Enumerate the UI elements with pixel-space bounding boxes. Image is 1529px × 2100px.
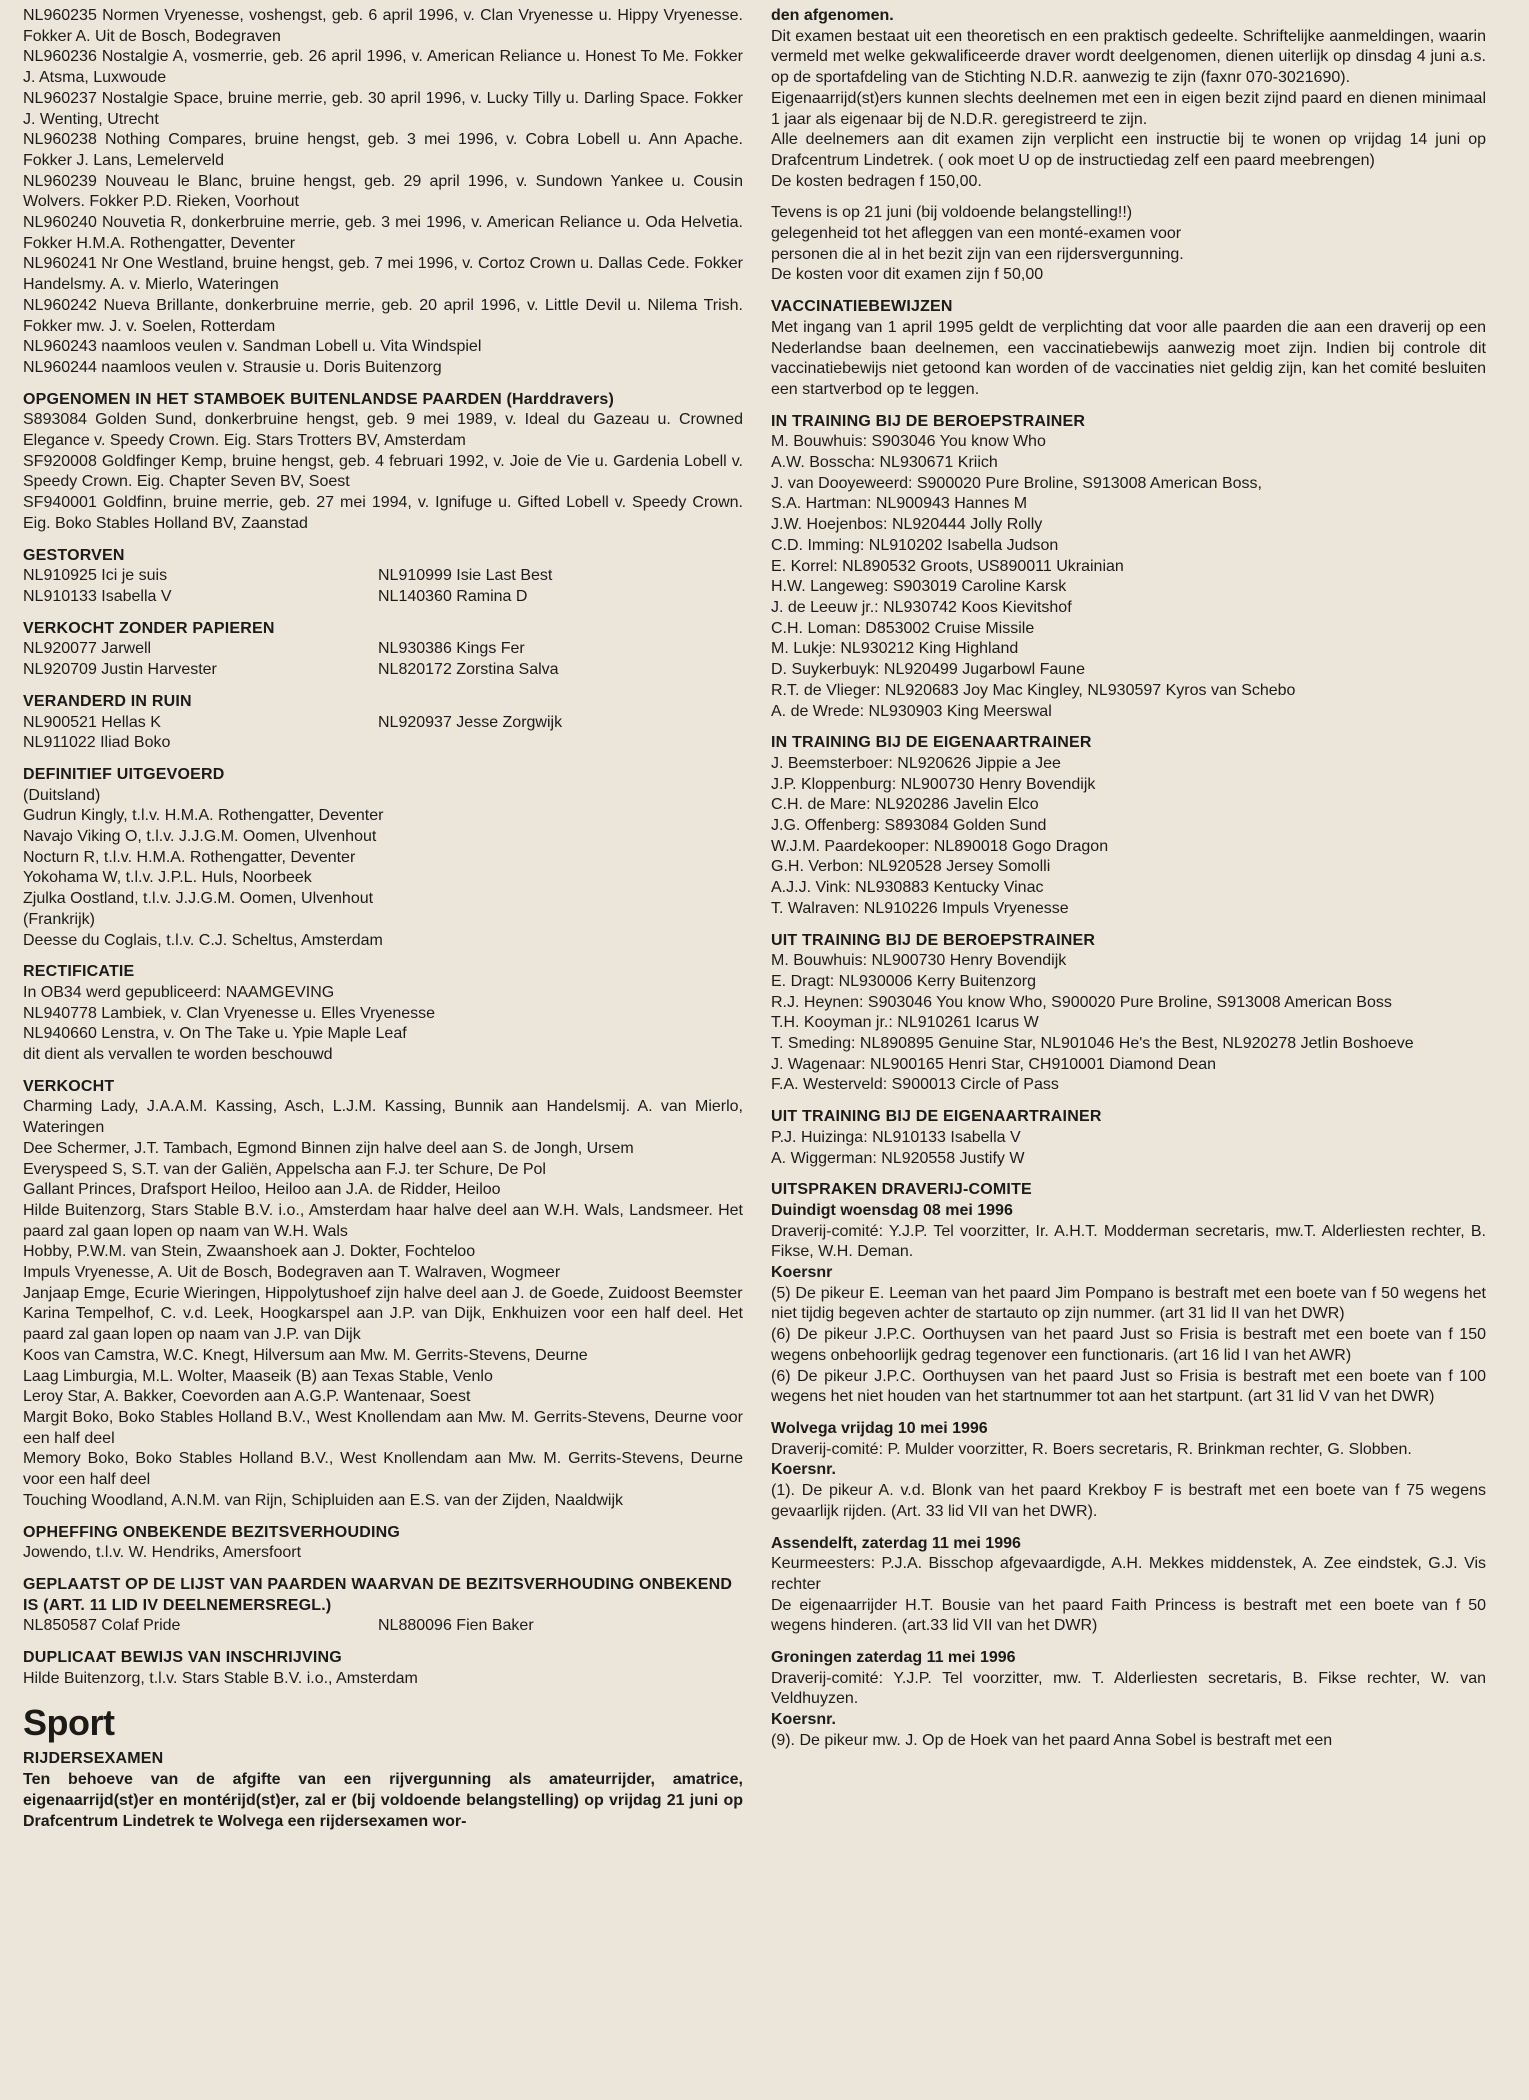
list-item: NL910925 Ici je suis bbox=[23, 567, 168, 585]
paragraph: Tevens is op 21 juni (bij voldoende belangstelling!!) bbox=[771, 204, 1133, 222]
paragraph: Draverij-comité: Y.J.P. Tel voorzitter, mw. T. Alderliesten secretaris, B. Fikse rechter, W. van Veldhuyzen. bbox=[771, 1669, 1486, 1708]
list-item: Janjaap Emge, Ecurie Wieringen, Hippolytushoef zijn halve deel aan J. de Goede, Zuidoost Beemster bbox=[23, 1284, 743, 1302]
event-title: Wolvega vrijdag 10 mei 1996 bbox=[771, 1420, 988, 1437]
list-item: Everyspeed S, S.T. van der Galiën, Appelscha aan F.J. ter Schure, De Pol bbox=[23, 1160, 546, 1178]
list-item: NL820172 Zorstina Salva bbox=[378, 661, 559, 679]
gestorven-list bbox=[23, 566, 743, 607]
section-heading-stamboek: OPGENOMEN IN HET STAMBOEK BUITENLANDSE PAARDEN (Harddravers) bbox=[23, 390, 615, 408]
list-item: Charming Lady, J.A.A.M. Kassing, Asch, L.J.M. Kassing, Bunnik aan Handelsmij. A. van Mierlo, Wateringen bbox=[23, 1098, 743, 1137]
list-item: S.A. Hartman: NL900943 Hannes M bbox=[771, 495, 1028, 513]
paragraph: Eigenaarrijd(st)ers kunnen slechts deelnemen met een in eigen bezit zijnd paard en dienen minimaal 1 jaar als eigenaar bij de N.D.R. geregistreerd te zijn. bbox=[771, 89, 1486, 128]
section-heading-uitgevoerd: DEFINITIEF UITGEVOERD bbox=[23, 765, 225, 783]
list-item: G.H. Verbon: NL920528 Jersey Somolli bbox=[771, 858, 1051, 876]
paragraph: De kosten voor dit examen zijn f 50,00 bbox=[771, 266, 1044, 284]
list-item: Nocturn R, t.l.v. H.M.A. Rothengatter, Deventer bbox=[23, 848, 356, 866]
list-item: W.J.M. Paardekooper: NL890018 Gogo Dragon bbox=[771, 837, 1109, 855]
list-item: NL960240 Nouvetia R, donkerbruine merrie, geb. 3 mei 1996, v. American Reliance u. Oda Helvetia. Fokker H.M.A. Rothengatter, Deventer bbox=[23, 214, 743, 252]
registrations-list bbox=[23, 6, 743, 379]
list-item: A.J.J. Vink: NL930883 Kentucky Vinac bbox=[771, 879, 1044, 897]
list-item: J.W. Hoejenbos: NL920444 Jolly Rolly bbox=[771, 516, 1043, 534]
list-item: R.T. de Vlieger: NL920683 Joy Mac Kingley, NL930597 Kyros van Schebo bbox=[771, 681, 1296, 699]
paragraph: Keurmeesters: P.J.A. Bisschop afgevaardigde, A.H. Mekkes middenstek, A. Zee eindstek, G.J. Vis rechter bbox=[771, 1555, 1486, 1593]
list-item: Hilde Buitenzorg, Stars Stable B.V. i.o., Amsterdam haar halve deel aan W.H. Wals, Landsmeer. Het paard zal gaan lopen op naam van W.H. Wals bbox=[23, 1201, 743, 1240]
section-heading-geplaatst: GEPLAATST OP DE LIJST VAN PAARDEN WAARVAN DE BEZITSVERHOUDING ONBEKEND IS (ART. 11 LID IV DEELNEMERSREGL.) bbox=[23, 1575, 733, 1614]
list-item: (1). De pikeur A. v.d. Blonk van het paard Krekboy F is bestraft met een boete van f 75 wegens gevaarlijk rijden. (Art. 33 lid VII van het DWR). bbox=[771, 1482, 1486, 1520]
paragraph: Draverij-comité: P. Mulder voorzitter, R. Boers secretaris, R. Brinkman rechter, G. Slobben. bbox=[771, 1440, 1412, 1458]
list-item: Karina Tempelhof, C. v.d. Leek, Hoogkarspel aan J.P. van Dijk, Enkhuizen voor een half deel. Het paard zal gaan lopen op naam van J.P. van Dijk bbox=[23, 1305, 743, 1344]
section-heading-rectificatie: RECTIFICATIE bbox=[23, 963, 135, 981]
list-item: A.W. Bosscha: NL930671 Kriich bbox=[771, 454, 998, 472]
list-item: C.H. de Mare: NL920286 Javelin Elco bbox=[771, 796, 1039, 814]
paragraph: personen die al in het bezit zijn van een rijdersvergunning. bbox=[771, 245, 1184, 263]
list-item: M. Bouwhuis: NL900730 Henry Bovendijk bbox=[771, 952, 1067, 970]
list-item: NL960238 Nothing Compares, bruine hengst, geb. 3 mei 1996, v. Cobra Lobell u. Ann Apache. Fokker J. Lans, Lemelerveld bbox=[23, 131, 743, 169]
list-item: Yokohama W, t.l.v. J.P.L. Huls, Noorbeek bbox=[23, 869, 312, 887]
list-item: P.J. Huizinga: NL910133 Isabella V bbox=[771, 1128, 1021, 1146]
section-heading-beroepstrainer: IN TRAINING BIJ DE BEROEPSTRAINER bbox=[771, 412, 1086, 430]
list-item: (5) De pikeur E. Leeman van het paard Jim Pompano is bestraft met een boete van f 50 wegens het niet tijdig begeven achter de startauto op zijn nummer. (art 31 lid II van het DWR) bbox=[771, 1284, 1486, 1323]
list-item: Hilde Buitenzorg, t.l.v. Stars Stable B.V. i.o., Amsterdam bbox=[23, 1669, 418, 1687]
list-item: NL930386 Kings Fer bbox=[378, 640, 525, 658]
list-item: NL940660 Lenstra, v. On The Take u. Ypie Maple Leaf bbox=[23, 1025, 407, 1043]
list-item: E. Korrel: NL890532 Groots, US890011 Ukrainian bbox=[771, 557, 1124, 575]
section-heading-uit-beroepstrainer: UIT TRAINING BIJ DE BEROEPSTRAINER bbox=[771, 931, 1096, 949]
ruin-list bbox=[23, 713, 743, 754]
list-item: Zjulka Oostland, t.l.v. J.J.G.M. Oomen, Ulvenhout bbox=[23, 890, 374, 908]
list-item: Touching Woodland, A.N.M. van Rijn, Schipluiden aan E.S. van der Zijden, Naaldwijk bbox=[23, 1491, 624, 1509]
paragraph: gelegenheid tot het afleggen van een monté-examen voor bbox=[771, 225, 1182, 243]
list-item: NL960235 Normen Vryenesse, voshengst, geb. 6 april 1996, v. Clan Vryenesse u. Hippy Vryenesse. Fokker A. Uit de Bosch, Bodegraven bbox=[23, 7, 743, 45]
koersnr-label: Koersnr. bbox=[771, 1461, 836, 1479]
right-column bbox=[771, 6, 1486, 1752]
list-item: Memory Boko, Boko Stables Holland B.V., West Knollendam aan Mw. M. Gerrits-Stevens, Deurne voor een half deel bbox=[23, 1450, 743, 1489]
paragraph: Dit examen bestaat uit een theoretisch en een praktisch gedeelte. Schriftelijke aanmeldingen, waarin vermeld met welke gekwalificeerde draver wordt deelgenomen, dienen uiterlijk op dinsdag 4 juni a.s. op de sportafdeling van de Stichting N.D.R. aanwezig te zijn (faxnr 070-3021690). bbox=[771, 27, 1486, 87]
list-item: T. Smeding: NL890895 Genuine Star, NL901046 He's the Best, NL920278 Jetlin Boshoeve bbox=[771, 1035, 1414, 1053]
paragraph: Draverij-comité: Y.J.P. Tel voorzitter, Ir. A.H.T. Modderman secretaris, mw.T. Alderliesten rechter, B. Fikse, W.H. Deman. bbox=[771, 1222, 1486, 1261]
list-item: NL960236 Nostalgie A, vosmerrie, geb. 26 april 1996, v. American Reliance u. Honest To Me. Fokker J. Atsma, Luxwoude bbox=[23, 48, 743, 87]
list-item: F.A. Westerveld: S900013 Circle of Pass bbox=[771, 1076, 1059, 1094]
list-item: NL960243 naamloos veulen v. Sandman Lobell u. Vita Windspiel bbox=[23, 338, 482, 356]
list-item: J. Beemsterboer: NL920626 Jippie a Jee bbox=[771, 754, 1061, 772]
event-title: Assendelft, zaterdag 11 mei 1996 bbox=[771, 1534, 1021, 1552]
list-item: J. de Leeuw jr.: NL930742 Koos Kievitshof bbox=[771, 598, 1072, 616]
list-item: M. Lukje: NL930212 King Highland bbox=[771, 640, 1019, 658]
list-item: SF920008 Goldfinger Kemp, bruine hengst, geb. 4 februari 1992, v. Joie de Vie u. Gardenia Lobell v. Speedy Crown. Eig. Chapter Seven BV, Soest bbox=[23, 452, 743, 491]
section-heading-gestorven: GESTORVEN bbox=[23, 546, 125, 564]
list-item: NL940778 Lambiek, v. Clan Vryenesse u. Elles Vryenesse bbox=[23, 1004, 436, 1022]
list-item: J.G. Offenberg: S893084 Golden Sund bbox=[771, 817, 1047, 835]
list-item: NL900521 Hellas K bbox=[23, 713, 161, 731]
list-item: Jowendo, t.l.v. W. Hendriks, Amersfoort bbox=[23, 1544, 302, 1562]
paragraph: Alle deelnemers aan dit examen zijn verplicht een instructie bij te wonen op vrijdag 14 juni op Drafcentrum Lindetrek. ( ook moet U op de instructiedag zelf een paard meebrengen) bbox=[771, 131, 1486, 169]
list-item: NL920077 Jarwell bbox=[23, 640, 152, 658]
list-item: S893084 Golden Sund, donkerbruine hengst, geb. 9 mei 1989, v. Ideal du Gazeau u. Crowned Elegance v. Speedy Crown. Eig. Stars Trotters BV, Amsterdam bbox=[23, 411, 743, 450]
list-item: Koos van Camstra, W.C. Knegt, Hilversum aan Mw. M. Gerrits-Stevens, Deurne bbox=[23, 1346, 588, 1364]
list-item: NL960237 Nostalgie Space, bruine merrie, geb. 30 april 1996, v. Lucky Tilly u. Darling Space. Fokker J. Wenting, Utrecht bbox=[23, 89, 743, 128]
list-item: Laag Limburgia, M.L. Wolter, Maaseik (B) aan Texas Stable, Venlo bbox=[23, 1367, 493, 1385]
event-title: Groningen zaterdag 11 mei 1996 bbox=[771, 1649, 1016, 1667]
list-item: Dee Schermer, J.T. Tambach, Egmond Binnen zijn halve deel aan S. de Jongh, Ursem bbox=[23, 1139, 634, 1157]
list-item: NL910133 Isabella V bbox=[23, 587, 172, 605]
list-item: NL960242 Nueva Brillante, donkerbruine merrie, geb. 20 april 1996, v. Little Devil u. Nilema Trish. Fokker mw. J. v. Soelen, Rotterdam bbox=[23, 296, 743, 335]
section-heading-vaccinatie: VACCINATIEBEWIJZEN bbox=[771, 298, 953, 316]
list-item: In OB34 werd gepubliceerd: NAAMGEVING bbox=[23, 983, 335, 1001]
list-item: A. de Wrede: NL930903 King Meerswal bbox=[771, 702, 1052, 720]
list-item: D. Suykerbuyk: NL920499 Jugarbowl Faune bbox=[771, 661, 1085, 679]
list-item: NL140360 Ramina D bbox=[378, 587, 528, 605]
list-item: C.D. Imming: NL910202 Isabella Judson bbox=[771, 536, 1059, 554]
list-item: NL911022 Iliad Boko bbox=[23, 734, 171, 752]
list-item: J. Wagenaar: NL900165 Henri Star, CH910001 Diamond Dean bbox=[771, 1055, 1216, 1073]
list-item: (Duitsland) bbox=[23, 786, 101, 804]
list-item: NL960239 Nouveau le Blanc, bruine hengst, geb. 29 april 1996, v. Sundown Yankee u. Cousin Wolvers. Fokker P.D. Rieken, Voorhout bbox=[23, 172, 743, 211]
list-item: NL920709 Justin Harvester bbox=[23, 661, 217, 679]
koersnr-label: Koersnr. bbox=[771, 1711, 836, 1729]
section-heading-uit-eigenaartrainer: UIT TRAINING BIJ DE EIGENAARTRAINER bbox=[771, 1108, 1102, 1126]
list-item: C.H. Loman: D853002 Cruise Missile bbox=[771, 619, 1035, 637]
list-item: NL960244 naamloos veulen v. Strausie u. Doris Buitenzorg bbox=[23, 358, 442, 376]
section-heading-ruin: VERANDERD IN RUIN bbox=[23, 692, 192, 710]
rijdersexamen-intro: Ten behoeve van de afgifte van een rijvergunning als amateurrijder, amatrice, eigenaarrijd(st)er en montérijd(st)er, zal er (bij voldoende belangstelling) op vrijdag 21 juni op Drafcentrum Lindetrek te Wolvega een rijdersexamen wor- bbox=[23, 1771, 743, 1830]
list-item: NL960241 Nr One Westland, bruine hengst, geb. 7 mei 1996, v. Cortoz Crown u. Dallas Cede. Fokker Handelsmy. A. v. Mierlo, Wateringen bbox=[23, 255, 743, 294]
list-item: Gallant Princes, Drafsport Heiloo, Heiloo aan J.A. de Ridder, Heiloo bbox=[23, 1181, 501, 1199]
section-heading-rijdersexamen: RIJDERSEXAMEN bbox=[23, 1750, 164, 1768]
list-item: J.P. Kloppenburg: NL900730 Henry Bovendijk bbox=[771, 775, 1096, 793]
list-item: NL850587 Colaf Pride bbox=[23, 1617, 181, 1635]
left-column bbox=[23, 6, 743, 1832]
paragraph: De kosten bedragen f 150,00. bbox=[771, 172, 982, 190]
section-heading-verkocht: VERKOCHT bbox=[23, 1077, 115, 1095]
section-heading-eigenaartrainer: IN TRAINING BIJ DE EIGENAARTRAINER bbox=[771, 734, 1092, 752]
list-item: H.W. Langeweg: S903019 Caroline Karsk bbox=[771, 578, 1067, 596]
zonder-papieren-list bbox=[23, 639, 743, 680]
list-item: Impuls Vryenesse, A. Uit de Bosch, Bodegraven aan T. Walraven, Wogmeer bbox=[23, 1264, 561, 1282]
list-item: Margit Boko, Boko Stables Holland B.V., West Knollendam aan Mw. M. Gerrits-Stevens, Deurne voor een half deel bbox=[23, 1409, 743, 1447]
list-item: A. Wiggerman: NL920558 Justify W bbox=[771, 1149, 1025, 1167]
list-item: NL910999 Isie Last Best bbox=[378, 567, 553, 585]
list-item bbox=[378, 733, 743, 754]
section-heading-opheffing: OPHEFFING ONBEKENDE BEZITSVERHOUDING bbox=[23, 1523, 401, 1541]
list-item: Deesse du Coglais, t.l.v. C.J. Scheltus, Amsterdam bbox=[23, 931, 383, 949]
section-heading-duplicaat: DUPLICAAT BEWIJS VAN INSCHRIJVING bbox=[23, 1649, 342, 1667]
list-item: Leroy Star, A. Bakker, Coevorden aan A.G.P. Wantenaar, Soest bbox=[23, 1388, 471, 1406]
list-item: SF940001 Goldfinn, bruine merrie, geb. 27 mei 1994, v. Ignifuge u. Gifted Lobell v. Speedy Crown. Eig. Boko Stables Holland BV, Zaanstad bbox=[23, 494, 743, 532]
paragraph: Met ingang van 1 april 1995 geldt de verplichting dat voor alle paarden die aan een draverij op een Nederlandse baan deelnemen, een vaccinatiebewijs aanwezig moet zijn. Indien bij controle dit vaccinatiebewijs niet getoond kan worden of de vaccinaties niet geldig zijn, kan het comité besluiten een startverbod op te leggen. bbox=[771, 318, 1486, 398]
list-item: Gudrun Kingly, t.l.v. H.M.A. Rothengatter, Deventer bbox=[23, 807, 384, 825]
list-item: dit dient als vervallen te worden beschouwd bbox=[23, 1046, 333, 1064]
list-item: NL920937 Jesse Zorgwijk bbox=[378, 713, 563, 731]
continuation-text: den afgenomen. bbox=[771, 7, 894, 24]
list-item: (6) De pikeur J.P.C. Oorthuysen van het paard Just so Frisia is bestraft met een boete van f 100 wegens het niet houden van het startnummer tot aan het startpunt. (art 31 lid V van het DWR) bbox=[771, 1367, 1486, 1406]
list-item: T. Walraven: NL910226 Impuls Vryenesse bbox=[771, 899, 1069, 917]
list-item: Navajo Viking O, t.l.v. J.J.G.M. Oomen, Ulvenhout bbox=[23, 828, 377, 846]
sport-title: Sport bbox=[23, 1702, 115, 1744]
list-item: De eigenaarrijder H.T. Bousie van het paard Faith Princess is bestraft met een boete van f 50 wegens hinderen. (art.33 lid VII van het DWR) bbox=[771, 1596, 1486, 1635]
list-item: (6) De pikeur J.P.C. Oorthuysen van het paard Just so Frisia is bestraft met een boete van f 150 wegens onbehoorlijk gedrag tegenover een functionaris. (art 16 lid I van het AWR) bbox=[771, 1326, 1486, 1364]
list-item: M. Bouwhuis: S903046 You know Who bbox=[771, 433, 1046, 451]
geplaatst-list bbox=[23, 1616, 743, 1637]
list-item: R.J. Heynen: S903046 You know Who, S900020 Pure Broline, S913008 American Boss bbox=[771, 993, 1392, 1011]
list-item: T.H. Kooyman jr.: NL910261 Icarus W bbox=[771, 1014, 1039, 1032]
section-heading-zonder-papieren: VERKOCHT ZONDER PAPIEREN bbox=[23, 619, 275, 637]
list-item: Hobby, P.W.M. van Stein, Zwaanshoek aan J. Dokter, Fochteloo bbox=[23, 1243, 476, 1261]
list-item: E. Dragt: NL930006 Kerry Buitenzorg bbox=[771, 972, 1037, 990]
list-item: J. van Dooyeweerd: S900020 Pure Broline, S913008 American Boss, bbox=[771, 474, 1262, 492]
list-item: NL880096 Fien Baker bbox=[378, 1617, 534, 1635]
section-heading-uitspraken: UITSPRAKEN DRAVERIJ-COMITE bbox=[771, 1181, 1032, 1199]
list-item: (Frankrijk) bbox=[23, 910, 95, 928]
koersnr-label: Koersnr bbox=[771, 1264, 833, 1282]
list-item: (9). De pikeur mw. J. Op de Hoek van het paard Anna Sobel is bestraft met een bbox=[771, 1731, 1333, 1749]
event-title: Duindigt woensdag 08 mei 1996 bbox=[771, 1201, 1013, 1219]
